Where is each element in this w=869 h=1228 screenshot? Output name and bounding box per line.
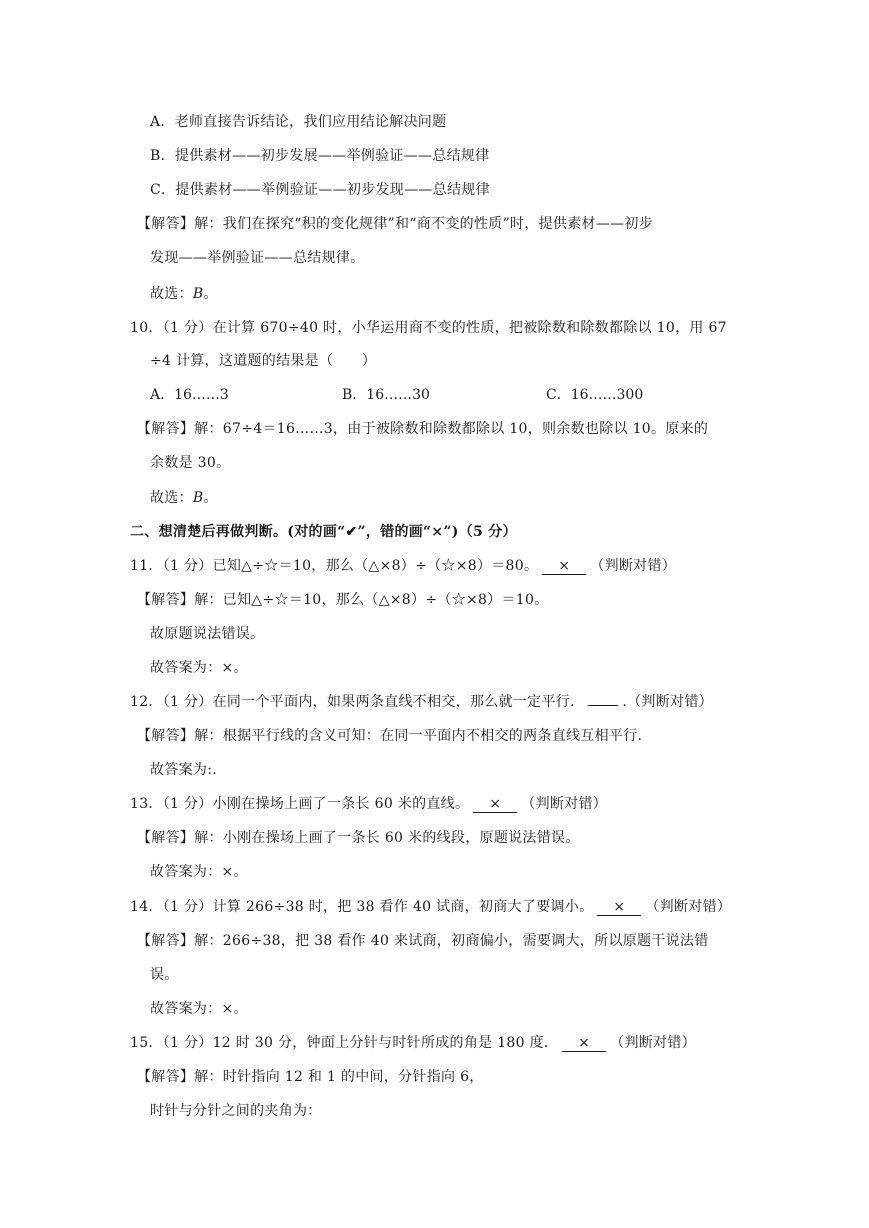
q10-choice-suffix: 。 bbox=[203, 490, 218, 506]
q10-stem-line2: ÷4 计算，这道题的结果是（ ） bbox=[150, 353, 377, 369]
q15-answer-line1: 【解答】解：时针指向 12 和 1 的中间，分针指向 6， bbox=[137, 1069, 484, 1085]
q9-choice-value: B bbox=[192, 286, 204, 302]
q14-text: 14．（1 分）计算 266÷38 时，把 38 看作 40 试商，初商大了要调小。 bbox=[130, 899, 594, 915]
q15-text: 15．（1 分）12 时 30 分，钟面上分针与时针所成的角是 180 度． bbox=[130, 1035, 559, 1051]
q13-text: 13．（1 分）小刚在操场上画了一条长 60 米的直线。 bbox=[130, 796, 470, 812]
q14-stem bbox=[130, 898, 731, 916]
q11-answer-line2: 故原题说法错误。 bbox=[150, 626, 265, 642]
q12-text: 12．（1 分）在同一个平面内，如果两条直线不相交，那么就一定平行． bbox=[130, 694, 585, 710]
q13-suffix: （判断对错） bbox=[521, 796, 608, 812]
q13-answer-blank: × bbox=[473, 796, 517, 813]
q9-answer-line1: 【解答】解：我们在探究“积的变化规律”和“商不变的性质”时，提供素材——初步 bbox=[137, 216, 654, 232]
q10-choice-prefix: 故选： bbox=[150, 490, 193, 506]
q9-answer-line2: 发现——举例验证——总结规律。 bbox=[150, 250, 365, 266]
q11-stem bbox=[130, 557, 676, 575]
section-2-title: 二、想清楚后再做判断。(对的画“✔”，错的画“×”)（5 分） bbox=[130, 524, 517, 540]
q10-option-a: A．16……3 bbox=[150, 387, 229, 403]
q11-answer-blank: × bbox=[542, 558, 586, 575]
q15-stem bbox=[130, 1034, 696, 1052]
q12-answer-line2: 故答案为:. bbox=[150, 762, 217, 778]
q15-suffix: （判断对错） bbox=[610, 1035, 696, 1051]
q9-choice-prefix: 故选： bbox=[150, 286, 193, 302]
q9-option-a: A．老师直接告诉结论，我们应用结论解决问题 bbox=[150, 114, 447, 130]
q10-option-b: B．16……30 bbox=[342, 387, 430, 403]
q9-choice bbox=[150, 285, 218, 303]
q14-answer-line3: 故答案为：×。 bbox=[150, 1001, 248, 1017]
q11-suffix: （判断对错） bbox=[590, 558, 677, 574]
q12-stem bbox=[130, 693, 713, 711]
q15-answer-line2: 时针与分针之间的夹角为： bbox=[150, 1103, 322, 1119]
q11-answer-line3: 故答案为：×。 bbox=[150, 660, 248, 676]
q14-answer-blank: × bbox=[597, 899, 641, 916]
q10-option-c: C．16……300 bbox=[546, 387, 644, 403]
q14-answer-line1: 【解答】解：266÷38，把 38 看作 40 来试商，初商偏小，需要调大，所以原题干说法错 bbox=[137, 933, 709, 949]
q13-stem bbox=[130, 795, 607, 813]
q11-text: 11．（1 分）已知△÷☆＝10，那么（△×8）÷（☆×8）＝80。 bbox=[130, 558, 539, 574]
q9-choice-suffix: 。 bbox=[203, 286, 218, 302]
q10-answer-line2: 余数是 30。 bbox=[150, 455, 231, 471]
q14-suffix: （判断对错） bbox=[645, 899, 732, 915]
q10-choice-value: B bbox=[192, 490, 204, 506]
q15-answer-blank: × bbox=[562, 1035, 606, 1052]
q13-answer-line2: 故答案为：×。 bbox=[150, 864, 248, 880]
q13-answer-line1: 【解答】解：小刚在操场上画了一条长 60 米的线段，原题说法错误。 bbox=[137, 830, 580, 846]
q12-answer-blank bbox=[588, 705, 618, 706]
q10-stem-line1: 10．（1 分）在计算 670÷40 时，小华运用商不变的性质，把被除数和除数都除以 10，用 67 bbox=[130, 320, 727, 336]
q10-choice bbox=[150, 489, 218, 507]
q11-answer-line1: 【解答】解：已知△÷☆＝10，那么（△×8）÷（☆×8）＝10。 bbox=[137, 592, 549, 608]
q10-answer-line1: 【解答】解：67÷4＝16……3，由于被除数和除数都除以 10，则余数也除以 10。原来的 bbox=[137, 421, 709, 437]
q12-answer-line1: 【解答】解：根据平行线的含义可知：在同一平面内不相交的两条直线互相平行. bbox=[137, 728, 643, 744]
q12-suffix: .（判断对错） bbox=[622, 694, 713, 710]
q14-answer-line2: 误。 bbox=[150, 967, 179, 983]
q9-option-b: B．提供素材——初步发展——举例验证——总结规律 bbox=[150, 148, 490, 164]
q9-option-c: C．提供素材——举例验证——初步发现——总结规律 bbox=[150, 182, 490, 198]
